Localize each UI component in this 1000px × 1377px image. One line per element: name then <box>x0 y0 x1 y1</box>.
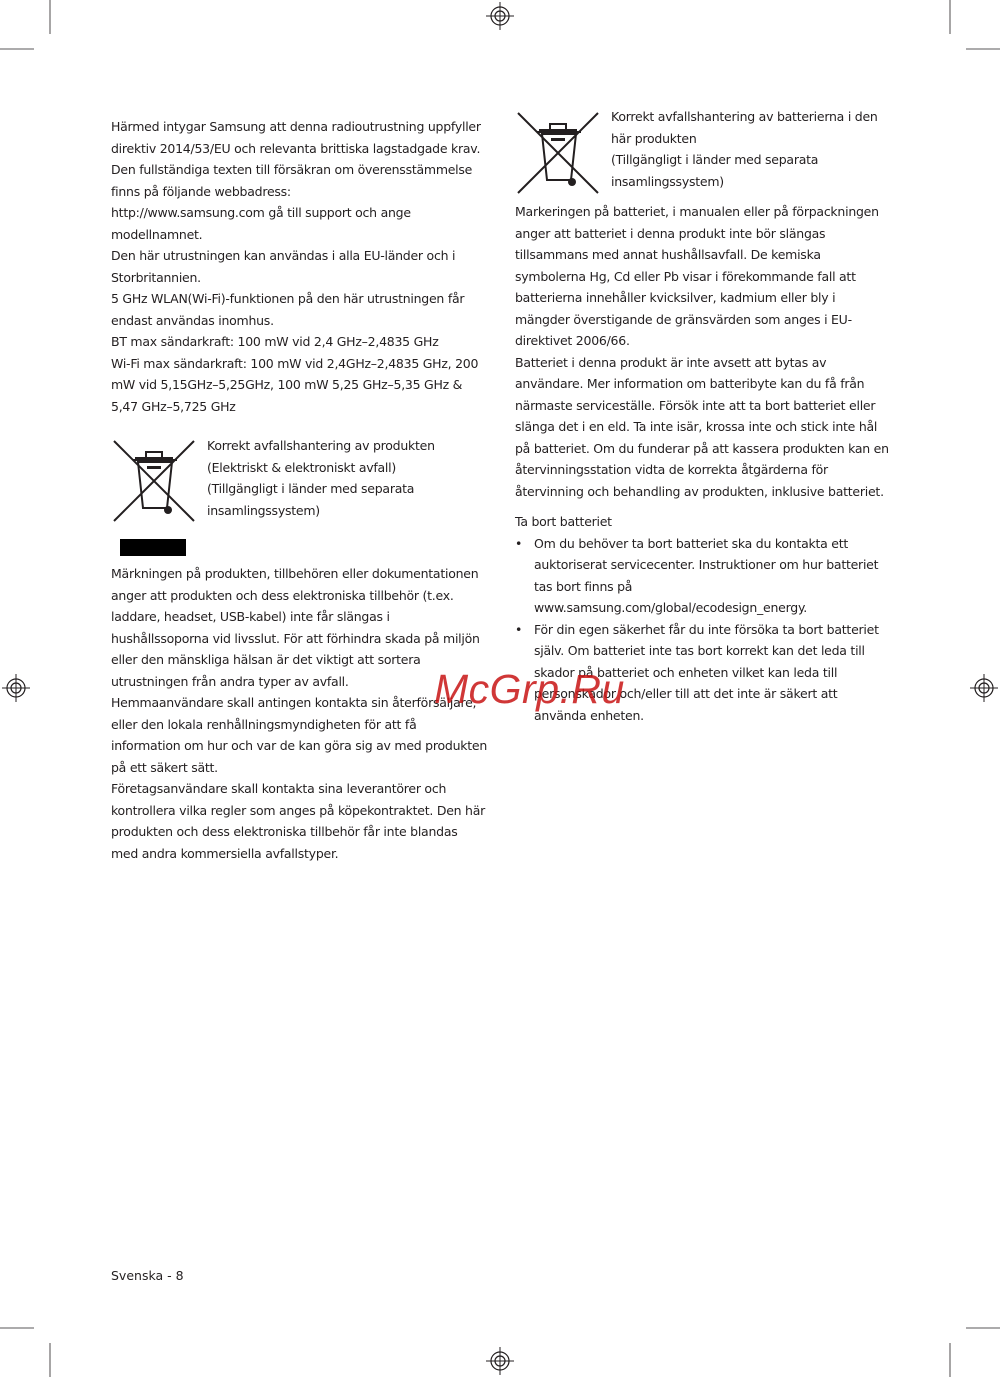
crossed-out-wheelie-bin-icon <box>111 438 197 524</box>
weee-product-caption <box>207 435 487 521</box>
list-item: • För din egen säkerhet får du inte försöka ta bort batteriet själv. Om batteriet inte tas bort korrekt kan det leda till skador på batteriet och enheten vilket kan leda till personskador och/eller till att det inte är säkert att använda enheten. <box>515 619 891 727</box>
disposal-paragraph: Hemmaanvändare skall antingen kontakta sin återförsäljare, eller den lokala renhållningsmyndigheten för att få information om hur och var de kan göra sig av med produkten på ett säkert sätt. <box>111 695 487 775</box>
disposal-text <box>111 563 487 864</box>
weee-battery-caption <box>611 106 891 192</box>
remove-battery-heading: Ta bort batteriet <box>515 514 612 529</box>
disposal-paragraph: Märkningen på produkten, tillbehören eller dokumentationen anger att produkten och dess elektroniska tillbehör (t.ex. laddare, headset, USB-kabel) inte får slängas i hushållssoporna vid livsslut. För att förhindra skada på miljön eller den mänskliga hälsan är det viktigt att sortera utrustningen från andra typer av avfall. <box>111 566 480 689</box>
weee-caption-line: (Tillgängligt i länder med separata insamlingssystem) <box>207 481 415 518</box>
declaration-paragraph: 5 GHz WLAN(Wi-Fi)-funktionen på den här utrustningen får endast användas inomhus. <box>111 291 465 328</box>
registration-mark-icon <box>2 674 30 702</box>
declaration-paragraph: Härmed intygar Samsung att denna radioutrustning uppfyller direktiv 2014/53/EU och relevanta brittiska lagstadgade krav. <box>111 119 481 156</box>
list-item: • Om du behöver ta bort batteriet ska du kontakta ett auktoriserat servicecenter. Instruktioner om hur batteriet tas bort finns på www.samsung.com/global/ecodesign_energy. <box>515 533 891 619</box>
crossed-out-wheelie-bin-icon <box>515 110 601 196</box>
black-bar-marking <box>120 539 186 556</box>
declaration-paragraph: Den här utrustningen kan användas i alla EU-länder och i Storbritannien. <box>111 248 456 285</box>
disposal-paragraph: Företagsanvändare skall kontakta sina leverantörer och kontrollera vilka regler som anges på köpekontraktet. Den här produkten och dess elektroniska tillbehör får inte blandas med andra kommersiella avfallstyper. <box>111 781 486 861</box>
watermark: McGrp.Ru <box>434 666 625 712</box>
right-column <box>515 201 891 726</box>
declaration-paragraph: http://www.samsung.com gå till support och ange modellnamnet. <box>111 205 411 242</box>
weee-caption-line: (Tillgängligt i länder med separata insamlingssystem) <box>611 152 819 189</box>
registration-mark-icon <box>486 1347 514 1375</box>
weee-caption-line: (Elektriskt & elektroniskt avfall) <box>207 459 397 475</box>
page-number: Svenska - 8 <box>111 1268 184 1283</box>
wifi-power-line: Wi-Fi max sändarkraft: 100 mW vid 2,4GHz–2,4835 GHz, 200 mW vid 5,15GHz–5,25GHz, 100 mW 5,25 GHz–5,35 GHz & 5,47 GHz–5,725 GHz <box>111 355 479 414</box>
registration-mark-icon <box>486 2 514 30</box>
registration-mark-icon <box>970 674 998 702</box>
weee-caption-line: Korrekt avfallshantering av batterierna i den här produkten <box>611 109 878 146</box>
bt-power-line: BT max sändarkraft: 100 mW vid 2,4 GHz–2,4835 GHz <box>111 334 439 349</box>
weee-caption-line: Korrekt avfallshantering av produkten <box>207 438 435 453</box>
battery-paragraph: Batteriet i denna produkt är inte avsett att bytas av användare. Mer information om batteribyte kan du få från närmaste serviceställe. Försök inte att ta bort batteriet eller slänga det i en eld. Ta inte isär, krossa inte och stick inte hål på batteriet. Om du funderar på att kassera produkten kan en återvinningsstation vidta de korrekta åtgärderna för återvinning och behandling av produkten, inklusive batteriet. <box>515 354 889 499</box>
left-column <box>111 116 487 417</box>
weee-product-notice <box>111 435 487 560</box>
declaration-paragraph: Den fullständiga texten till försäkran om överensstämmelse finns på följande webbadress: <box>111 162 473 199</box>
battery-paragraph: Markeringen på batteriet, i manualen eller på förpackningen anger att batteriet i denna produkt inte bör slängas tillsammans med annat hushållsavfall. De kemiska symbolerna Hg, Cd eller Pb visar i förekommande fall att batterierna innehåller kvicksilver, kadmium eller bly i mängder överstigande de gränsvärden som anges i EU-direktivet 2006/66. <box>515 204 879 348</box>
weee-battery-notice <box>515 106 891 198</box>
